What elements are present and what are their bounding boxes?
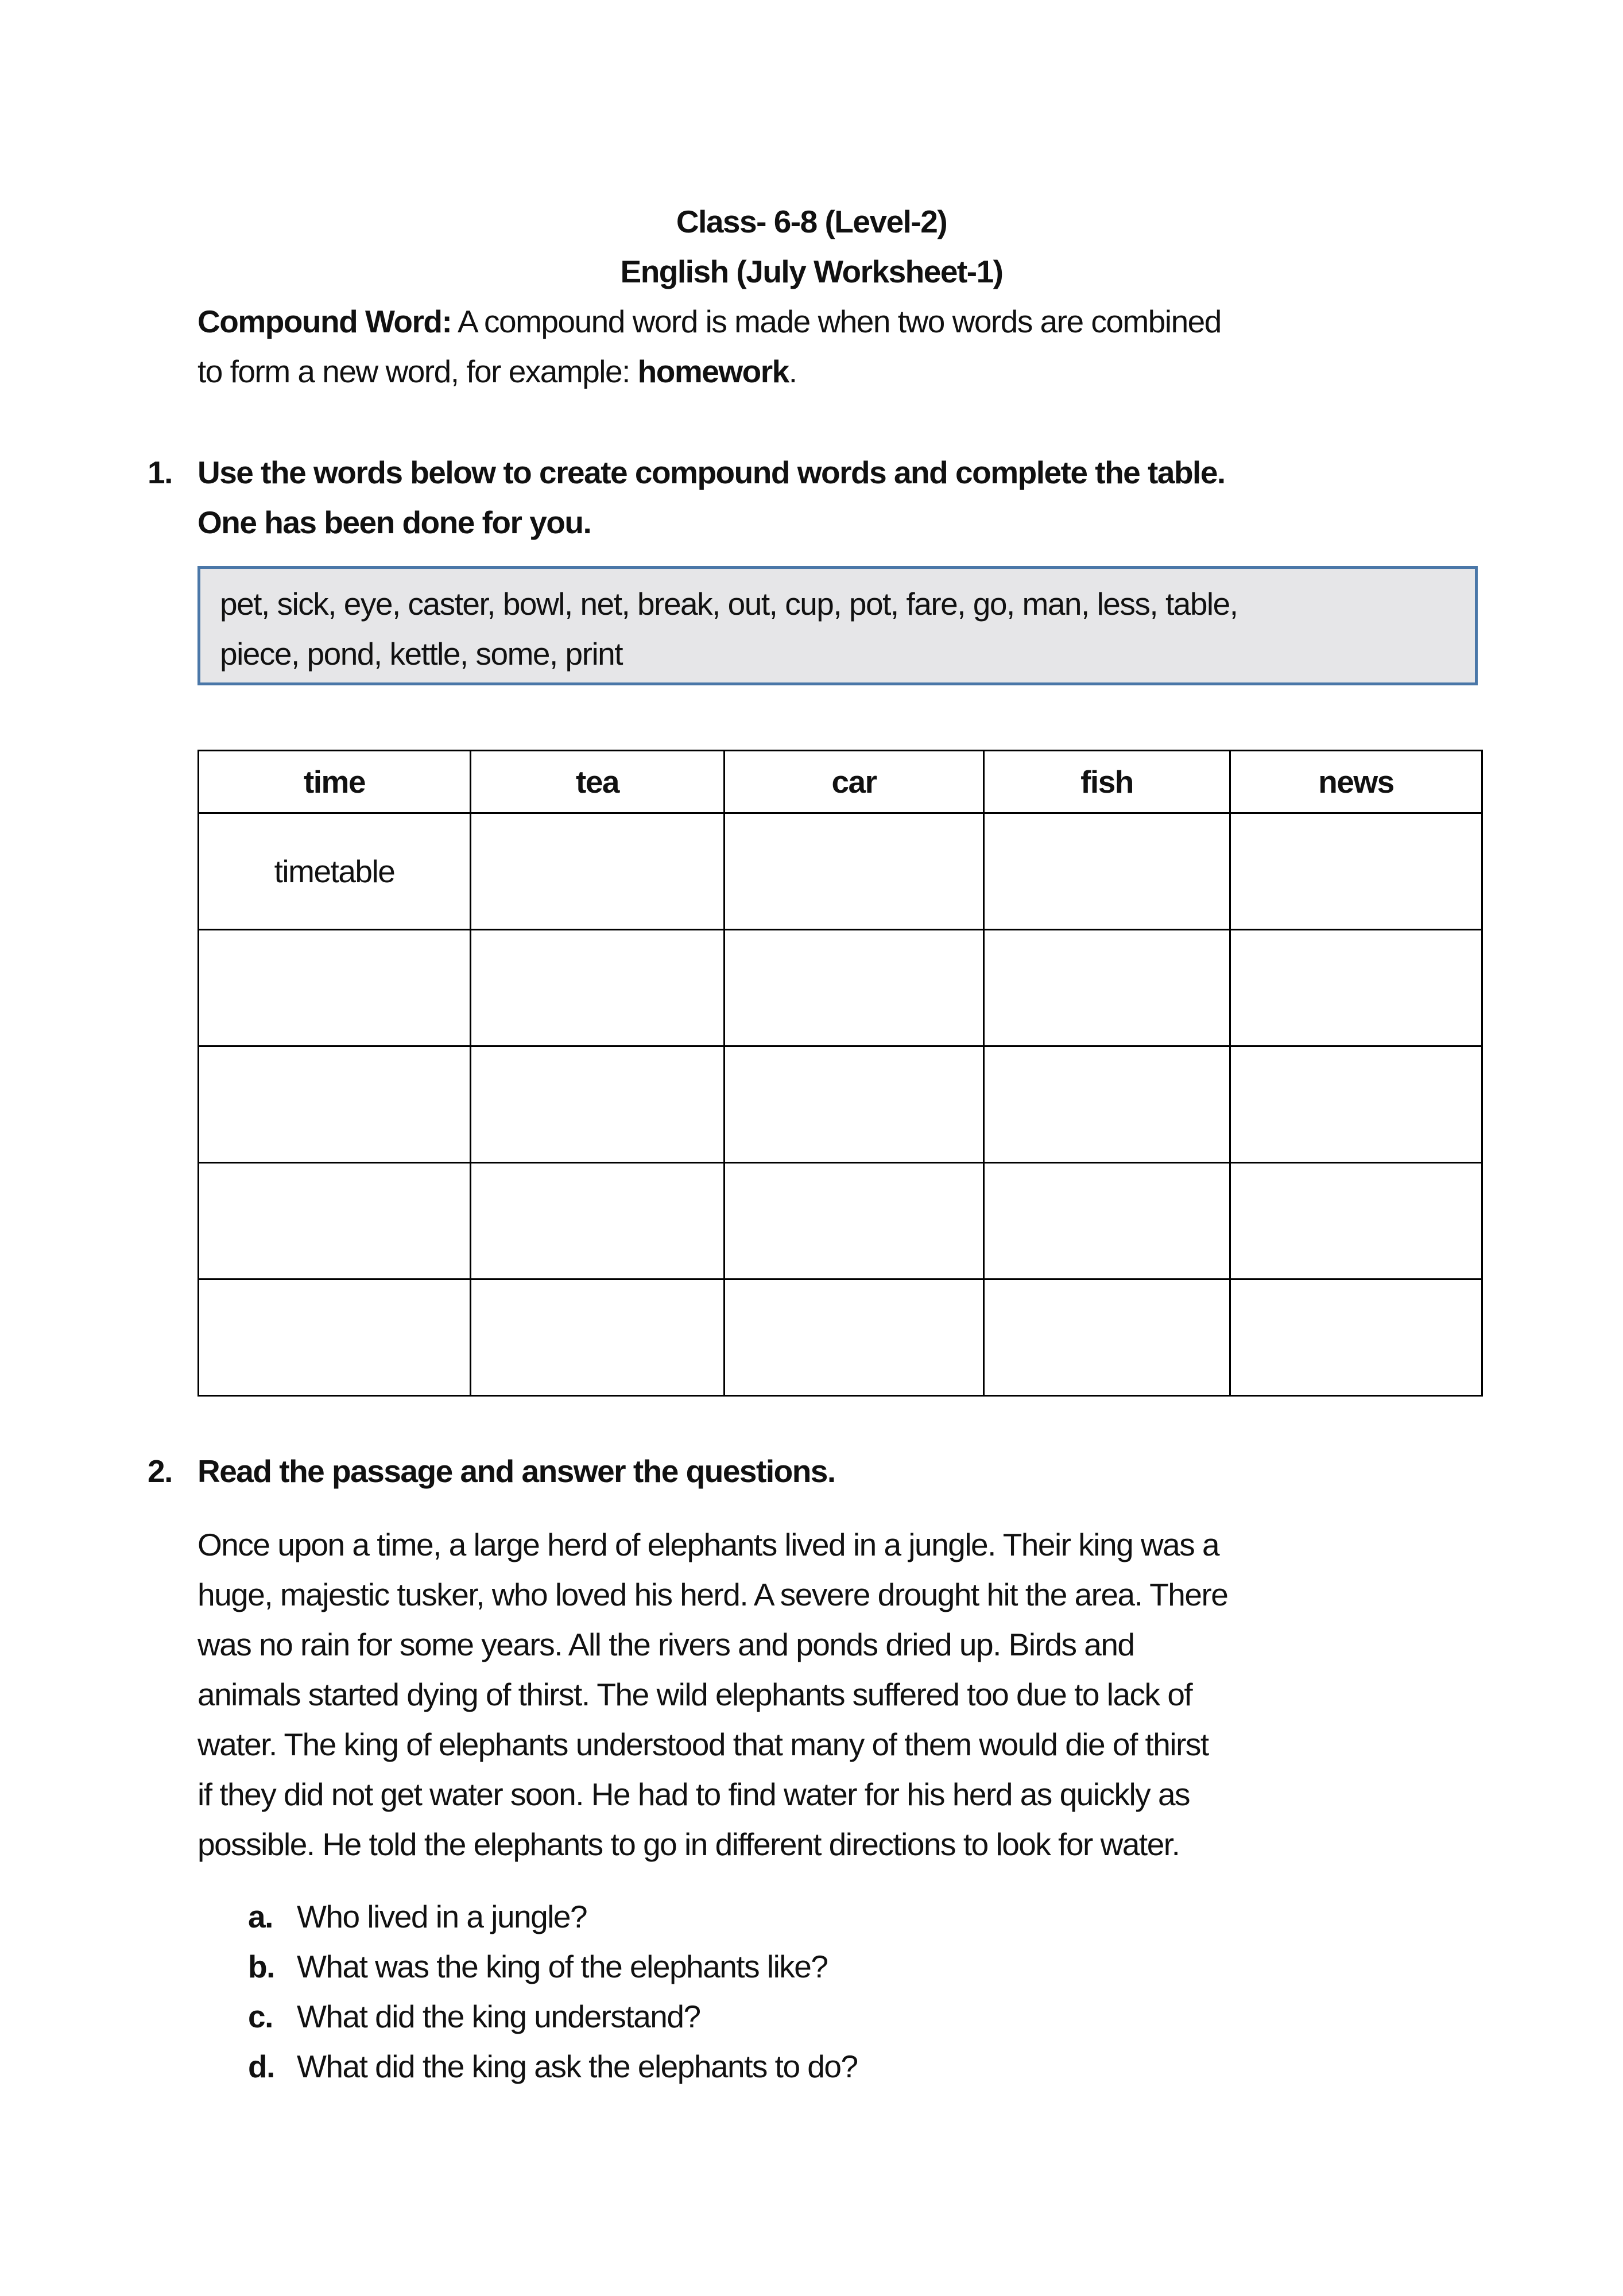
definition-period: . <box>788 354 797 389</box>
table-cell[interactable] <box>725 930 984 1046</box>
question-1-instruction: Use the words below to create compound words and complete the table. <box>197 455 1225 490</box>
table-cell[interactable] <box>984 1046 1230 1163</box>
table-cell[interactable] <box>984 813 1230 930</box>
table-cell[interactable] <box>725 1163 984 1279</box>
word-bank-line-2: piece, pond, kettle, some, print <box>220 636 623 672</box>
column-header-time: time <box>199 751 471 813</box>
table-cell[interactable] <box>471 1046 725 1163</box>
passage-line: was no rain for some years. All the rivers and ponds dried up. Birds and <box>197 1627 1134 1662</box>
table-cell[interactable] <box>1230 1046 1482 1163</box>
table-cell[interactable] <box>1230 813 1482 930</box>
table-cell[interactable] <box>984 930 1230 1046</box>
definition-line-1 <box>197 297 1221 347</box>
question-label: b. <box>248 1949 274 1984</box>
table-row <box>199 1163 1482 1279</box>
table-cell[interactable] <box>471 813 725 930</box>
word-bank-line-1: pet, sick, eye, caster, bowl, net, break, out, cup, pot, fare, go, man, less, table, <box>220 586 1238 622</box>
table-cell[interactable]: timetable <box>199 813 471 930</box>
table-row <box>199 1046 1482 1163</box>
column-header-fish: fish <box>984 751 1230 813</box>
table-cell[interactable] <box>1230 1279 1482 1396</box>
table-cell[interactable] <box>984 1163 1230 1279</box>
question-2-number: 2. <box>148 1453 172 1489</box>
compound-word-table <box>197 750 1483 1397</box>
worksheet-class-level: Class- 6-8 (Level-2) <box>676 204 947 239</box>
definition-line-2 <box>197 347 797 397</box>
column-header-tea: tea <box>471 751 725 813</box>
question-label: d. <box>248 2049 274 2084</box>
definition-text-2: to form a new word, for example: <box>197 354 638 389</box>
table-header-row <box>199 751 1482 813</box>
table-cell[interactable] <box>471 1163 725 1279</box>
table-cell[interactable] <box>984 1279 1230 1396</box>
question-label: a. <box>248 1899 273 1934</box>
table-cell[interactable] <box>199 1163 471 1279</box>
passage-line: huge, majestic tusker, who loved his herd. A severe drought hit the area. There <box>197 1577 1228 1612</box>
passage-line: water. The king of elephants understood that many of them would die of thirst <box>197 1727 1208 1762</box>
question-1-number: 1. <box>148 455 172 490</box>
definition-term: Compound Word: <box>197 304 452 339</box>
table-cell[interactable] <box>1230 930 1482 1046</box>
passage-line: possible. He told the elephants to go in different directions to look for water. <box>197 1826 1180 1862</box>
table-cell[interactable] <box>471 930 725 1046</box>
column-header-car: car <box>725 751 984 813</box>
table-row <box>199 930 1482 1046</box>
table-cell[interactable] <box>199 930 471 1046</box>
passage-line: if they did not get water soon. He had to find water for his herd as quickly as <box>197 1777 1190 1812</box>
question-text: Who lived in a jungle? <box>297 1899 587 1934</box>
worksheet-title: English (July Worksheet-1) <box>620 254 1003 289</box>
table-cell[interactable] <box>725 1279 984 1396</box>
table-cell[interactable] <box>199 1279 471 1396</box>
question-2-instruction: Read the passage and answer the questions. <box>197 1453 835 1489</box>
passage-line: animals started dying of thirst. The wild elephants suffered too due to lack of <box>197 1677 1192 1712</box>
table-cell[interactable] <box>1230 1163 1482 1279</box>
definition-example: homework <box>637 354 789 389</box>
table-cell[interactable] <box>725 813 984 930</box>
question-text: What did the king understand? <box>297 1999 700 2034</box>
table-row <box>199 813 1482 930</box>
table-row <box>199 1279 1482 1396</box>
column-header-news: news <box>1230 751 1482 813</box>
table-cell[interactable] <box>725 1046 984 1163</box>
definition-text: A compound word is made when two words are combined <box>451 304 1221 339</box>
table-cell[interactable] <box>471 1279 725 1396</box>
word-bank <box>197 566 1478 685</box>
table-cell[interactable] <box>199 1046 471 1163</box>
passage-line: Once upon a time, a large herd of elephants lived in a jungle. Their king was a <box>197 1527 1219 1562</box>
question-label: c. <box>248 1999 273 2034</box>
question-text: What did the king ask the elephants to do? <box>297 2049 858 2084</box>
question-1-instruction-2: One has been done for you. <box>197 505 591 540</box>
question-text: What was the king of the elephants like? <box>297 1949 828 1984</box>
